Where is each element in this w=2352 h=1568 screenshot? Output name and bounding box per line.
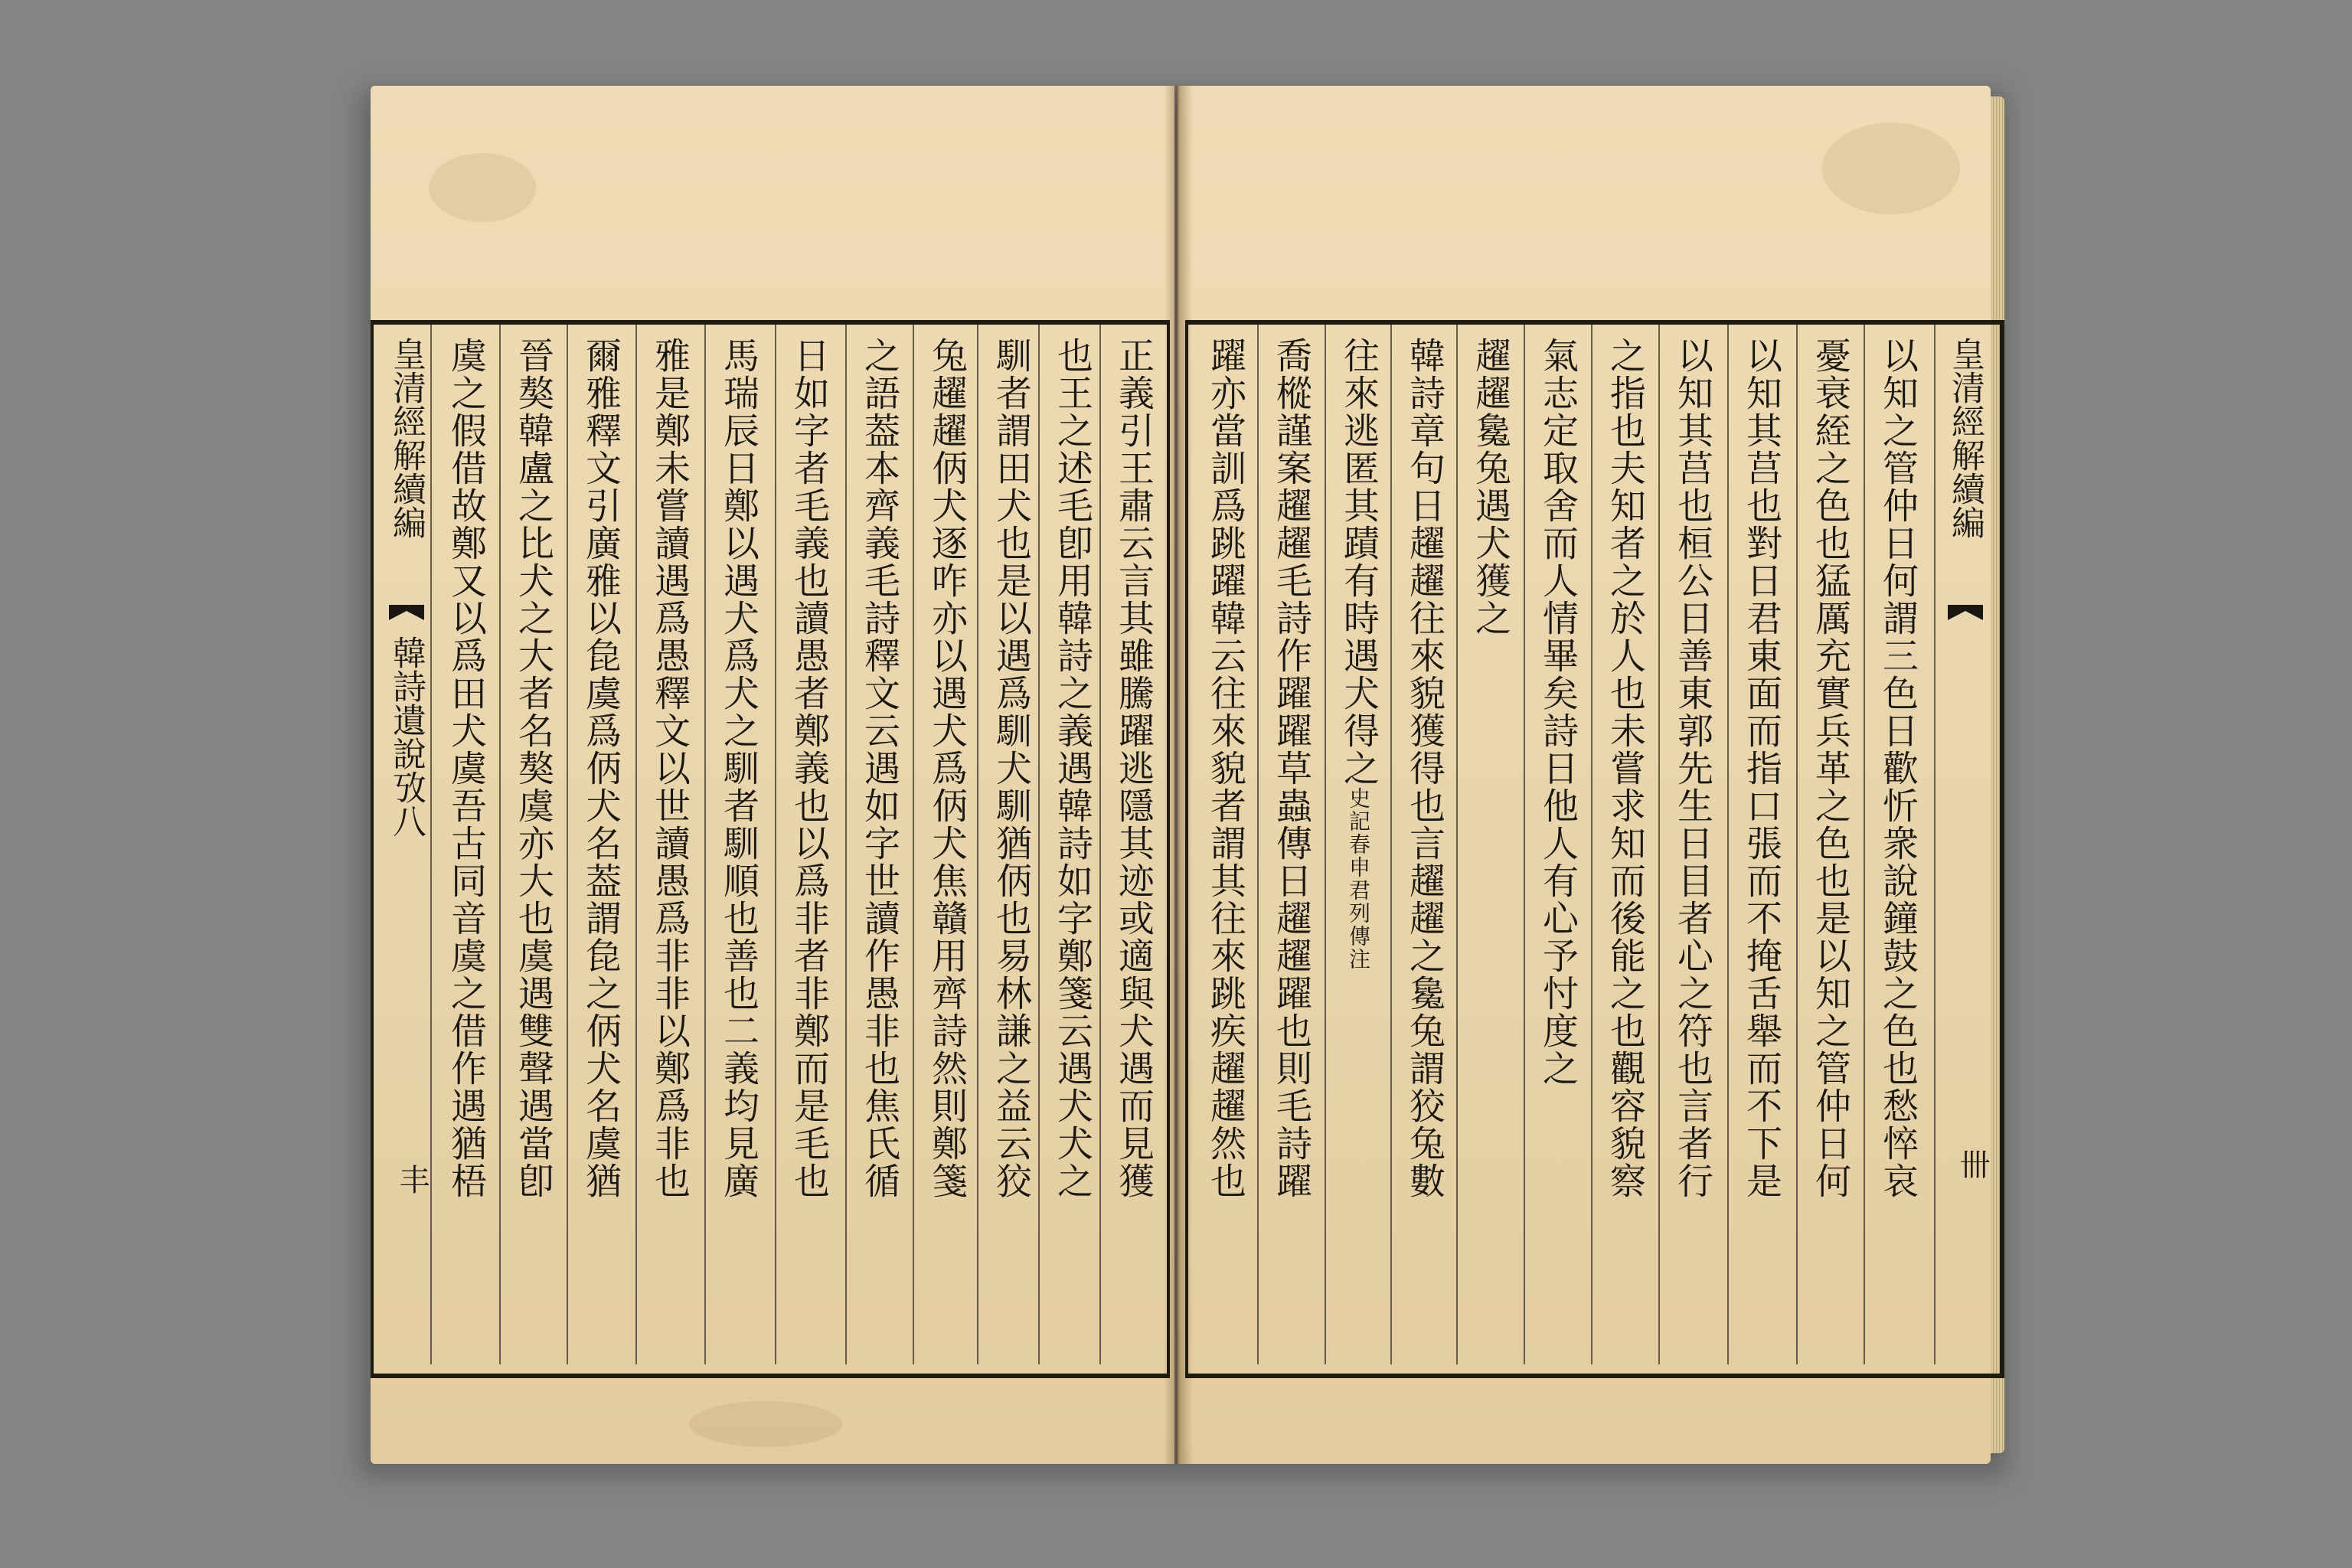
column-rule bbox=[1658, 325, 1660, 1364]
left-folio bbox=[390, 1164, 434, 1194]
left-column-4: 兔趯趯㑂犬逐咋亦以遇犬爲㑂犬焦贛用齊詩然則鄭箋 bbox=[926, 337, 968, 1200]
right-column-10: 喬樅謹案趯趯毛詩作躍躍草蟲傳日趯趯躍也則毛詩躍 bbox=[1270, 337, 1312, 1200]
column-rule bbox=[704, 325, 706, 1364]
right-column-6: 氣志定取舍而人情畢矣詩日他人有心予忖度之 bbox=[1537, 337, 1579, 1087]
right-folio bbox=[1951, 1148, 1994, 1179]
column-rule bbox=[977, 325, 978, 1364]
inline-note: 史記春申君列傳注 bbox=[1346, 787, 1371, 971]
column-rule bbox=[1325, 325, 1326, 1364]
column-rule bbox=[1524, 325, 1525, 1364]
right-column-1: 以知之管仲日何謂三色日歡忻衆說鐘鼓之色也愁悴哀 bbox=[1877, 337, 1919, 1200]
left-column-5: 之語葢本齊義毛詩釋文云遇如字世讀作愚非也焦氏循 bbox=[858, 337, 900, 1200]
left-margin-subtitle bbox=[383, 635, 429, 1217]
column-rule bbox=[635, 325, 637, 1364]
left-column-3: 馴者謂田犬也是以遇爲馴犬馴猶㑂也易林謙之益云狡 bbox=[990, 337, 1032, 1200]
right-column-11: 躍亦當訓爲跳躍韓云往來貌者謂其往來跳疾趯趯然也 bbox=[1204, 337, 1246, 1200]
paper-stain bbox=[1822, 122, 1960, 214]
left-column-1: 正義引王肅云言其雖騰躍逃隱其迹或適與犬遇而見獲 bbox=[1112, 337, 1155, 1200]
left-column-11: 虞之假借故鄭又以爲田犬虞吾古同音虞之借作遇猶梧 bbox=[445, 337, 487, 1200]
column-rule bbox=[1456, 325, 1458, 1364]
left-folio-text: 丰 bbox=[394, 1164, 430, 1194]
left-column-10: 晉獒韓盧之比犬之大者名獒虞亦大也虞遇雙聲遇當卽 bbox=[512, 337, 554, 1200]
right-column-3: 以知其莒也對日君東面而指口張而不掩舌舉而不下是 bbox=[1740, 337, 1782, 1200]
paper-stain bbox=[429, 153, 536, 222]
right-column-9-text: 往來逃匿其蹟有時遇犬得之 bbox=[1338, 337, 1380, 787]
column-rule bbox=[1099, 325, 1101, 1364]
column-rule bbox=[1864, 325, 1865, 1364]
column-rule bbox=[1796, 325, 1798, 1364]
right-column-8: 韓詩章句日趯趯往來貌獲得也言趯趯之毚兔謂狡兔數 bbox=[1403, 337, 1446, 1200]
column-rule bbox=[1591, 325, 1592, 1364]
right-margin-title bbox=[1942, 337, 1988, 1355]
left-column-6: 日如字者毛義也讀愚者鄭義也以爲非者非鄭而是毛也 bbox=[788, 337, 830, 1200]
column-rule bbox=[1038, 325, 1040, 1364]
right-column-7: 趯趯毚兔遇犬獲之 bbox=[1469, 337, 1511, 637]
column-rule bbox=[913, 325, 914, 1364]
right-column-9 bbox=[1329, 337, 1387, 1355]
column-rule bbox=[775, 325, 776, 1364]
left-margin-subtitle-text: 韓詩遺說攷八 bbox=[387, 635, 426, 838]
left-column-9: 爾雅釋文引廣雅以㲋虞爲㑂犬名葢謂㲋之㑂犬名虞猶 bbox=[580, 337, 622, 1200]
right-margin-title-text: 皇清經解續編 bbox=[1945, 337, 1984, 539]
left-column-7: 馬瑞辰日鄭以遇犬爲犬之馴者馴順也善也二義均見廣 bbox=[717, 337, 760, 1200]
right-folio-text: 卌 bbox=[1955, 1148, 1990, 1179]
right-column-4: 以知其莒也桓公日善東郭先生日目者心之符也言者行 bbox=[1671, 337, 1713, 1200]
column-rule bbox=[1727, 325, 1729, 1364]
column-rule bbox=[430, 325, 432, 1364]
column-rule bbox=[499, 325, 501, 1364]
column-rule bbox=[1934, 325, 1936, 1364]
right-column-5: 之指也夫知者之於人也未嘗求知而後能之也觀容貌察 bbox=[1604, 337, 1646, 1200]
paper-stain bbox=[689, 1401, 842, 1447]
column-rule bbox=[1257, 325, 1259, 1364]
column-rule bbox=[1390, 325, 1392, 1364]
column-rule bbox=[567, 325, 568, 1364]
left-column-2: 也王之述毛卽用韓詩之義遇韓詩如字鄭箋云遇犬犬之 bbox=[1051, 337, 1093, 1200]
column-rule bbox=[845, 325, 847, 1364]
right-column-2: 憂衰絰之色也猛厲充實兵革之色也是以知之管仲日何 bbox=[1809, 337, 1851, 1200]
left-column-8: 雅是鄭未嘗讀遇爲愚釋文以世讀愚爲非非以鄭爲非也 bbox=[648, 337, 691, 1200]
left-margin-title-text: 皇清經解續編 bbox=[387, 337, 426, 539]
